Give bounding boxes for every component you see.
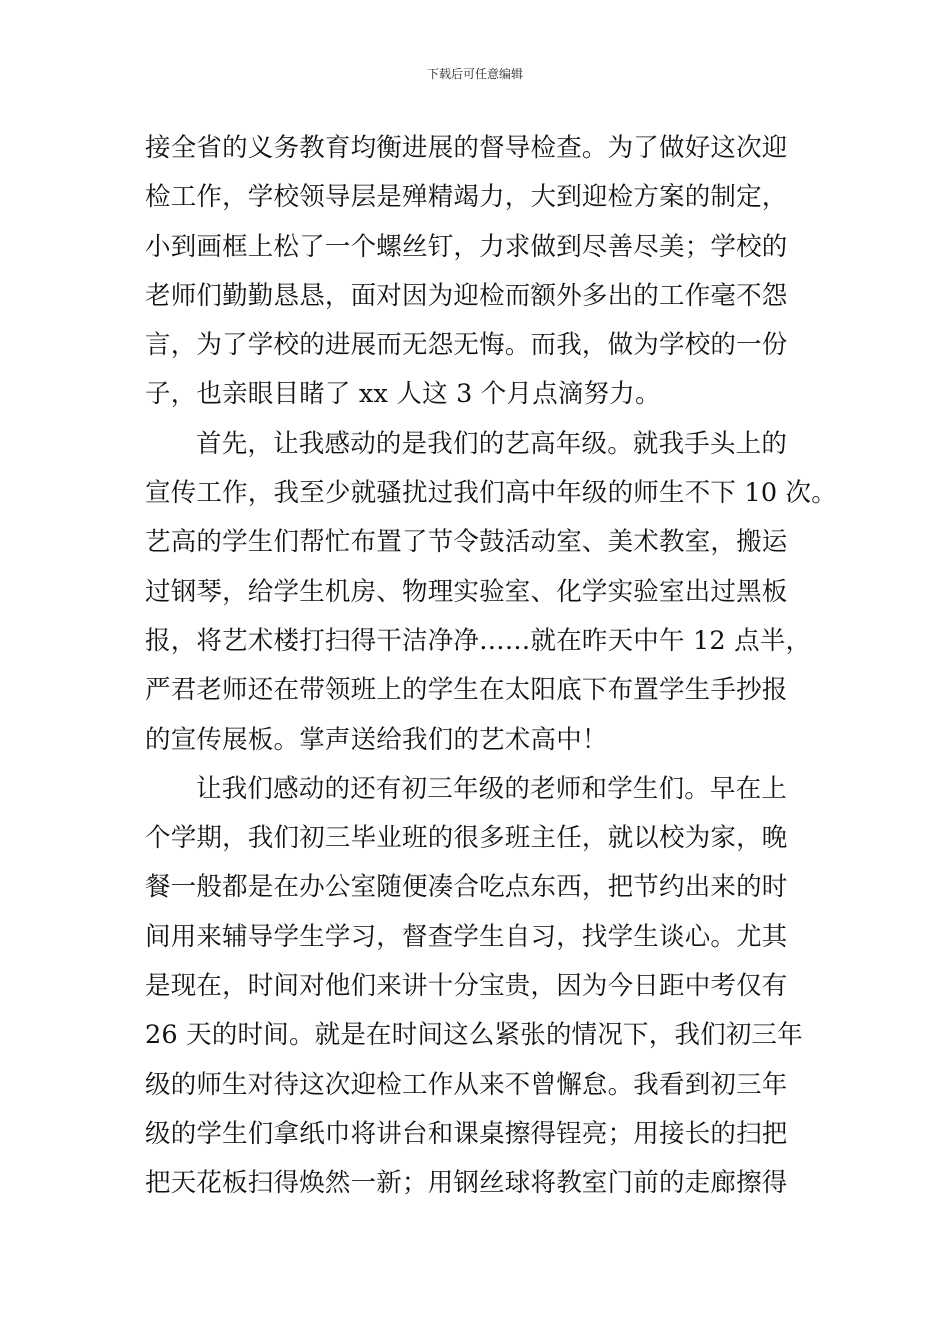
text-line: 级的师生对待这次迎检工作从来不曾懈怠。我看到初三年 (145, 1069, 788, 1100)
text-line: 报，将艺术楼打扫得干洁净净……就在昨天中午 12 点半， (145, 625, 812, 656)
text-line: 餐一般都是在办公室随便凑合吃点东西，把节约出来的时 (145, 872, 788, 903)
text-line: 严君老师还在带领班上的学生在太阳底下布置学生手抄报 (145, 675, 788, 706)
text-line: 级的学生们拿纸巾将讲台和课桌擦得锃亮；用接长的扫把 (145, 1118, 788, 1149)
text-line: 把天花板扫得焕然一新；用钢丝球将教室门前的走廊擦得 (145, 1168, 788, 1199)
text-line: 子，也亲眼目睹了 xx 人这 3 个月点滴努力。 (145, 379, 661, 410)
document-body (145, 124, 837, 1209)
text-line: 26 天的时间。就是在时间这么紧张的情况下，我们初三年 (145, 1020, 803, 1051)
text-line: 检工作，学校领导层是殚精竭力，大到迎检方案的制定， (145, 182, 788, 213)
text-line: 的宣传展板。掌声送给我们的艺术高中！ (145, 724, 608, 755)
text-line: 间用来辅导学生学习，督查学生自习，找学生谈心。尤其 (145, 921, 788, 952)
text-line: 宣传工作，我至少就骚扰过我们高中年级的师生不下 10 次。 (145, 478, 837, 509)
text-line: 言，为了学校的进展而无怨无悔。而我，做为学校的一份 (145, 330, 788, 361)
text-line: 艺高的学生们帮忙布置了节令鼓活动室、美术教室，搬运 (145, 527, 788, 558)
paragraph-start-line: 首先，让我感动的是我们的艺高年级。就我手头上的 (196, 428, 788, 459)
text-line: 接全省的义务教育均衡进展的督导检查。为了做好这次迎 (145, 133, 788, 163)
page-header-note: 下载后可任意编辑 (426, 67, 523, 81)
text-line: 个学期，我们初三毕业班的很多班主任，就以校为家，晚 (145, 823, 788, 854)
paragraph-start-line: 让我们感动的还有初三年级的老师和学生们。早在上 (196, 773, 788, 804)
text-line: 过钢琴，给学生机房、物理实验室、化学实验室出过黑板 (145, 576, 788, 607)
text-line: 是现在，时间对他们来讲十分宝贵，因为今日距中考仅有 (145, 971, 788, 1002)
text-line: 小到画框上松了一个螺丝钉，力求做到尽善尽美；学校的 (145, 231, 788, 262)
text-line: 老师们勤勤恳恳，面对因为迎检而额外多出的工作毫不怨 (145, 280, 788, 311)
